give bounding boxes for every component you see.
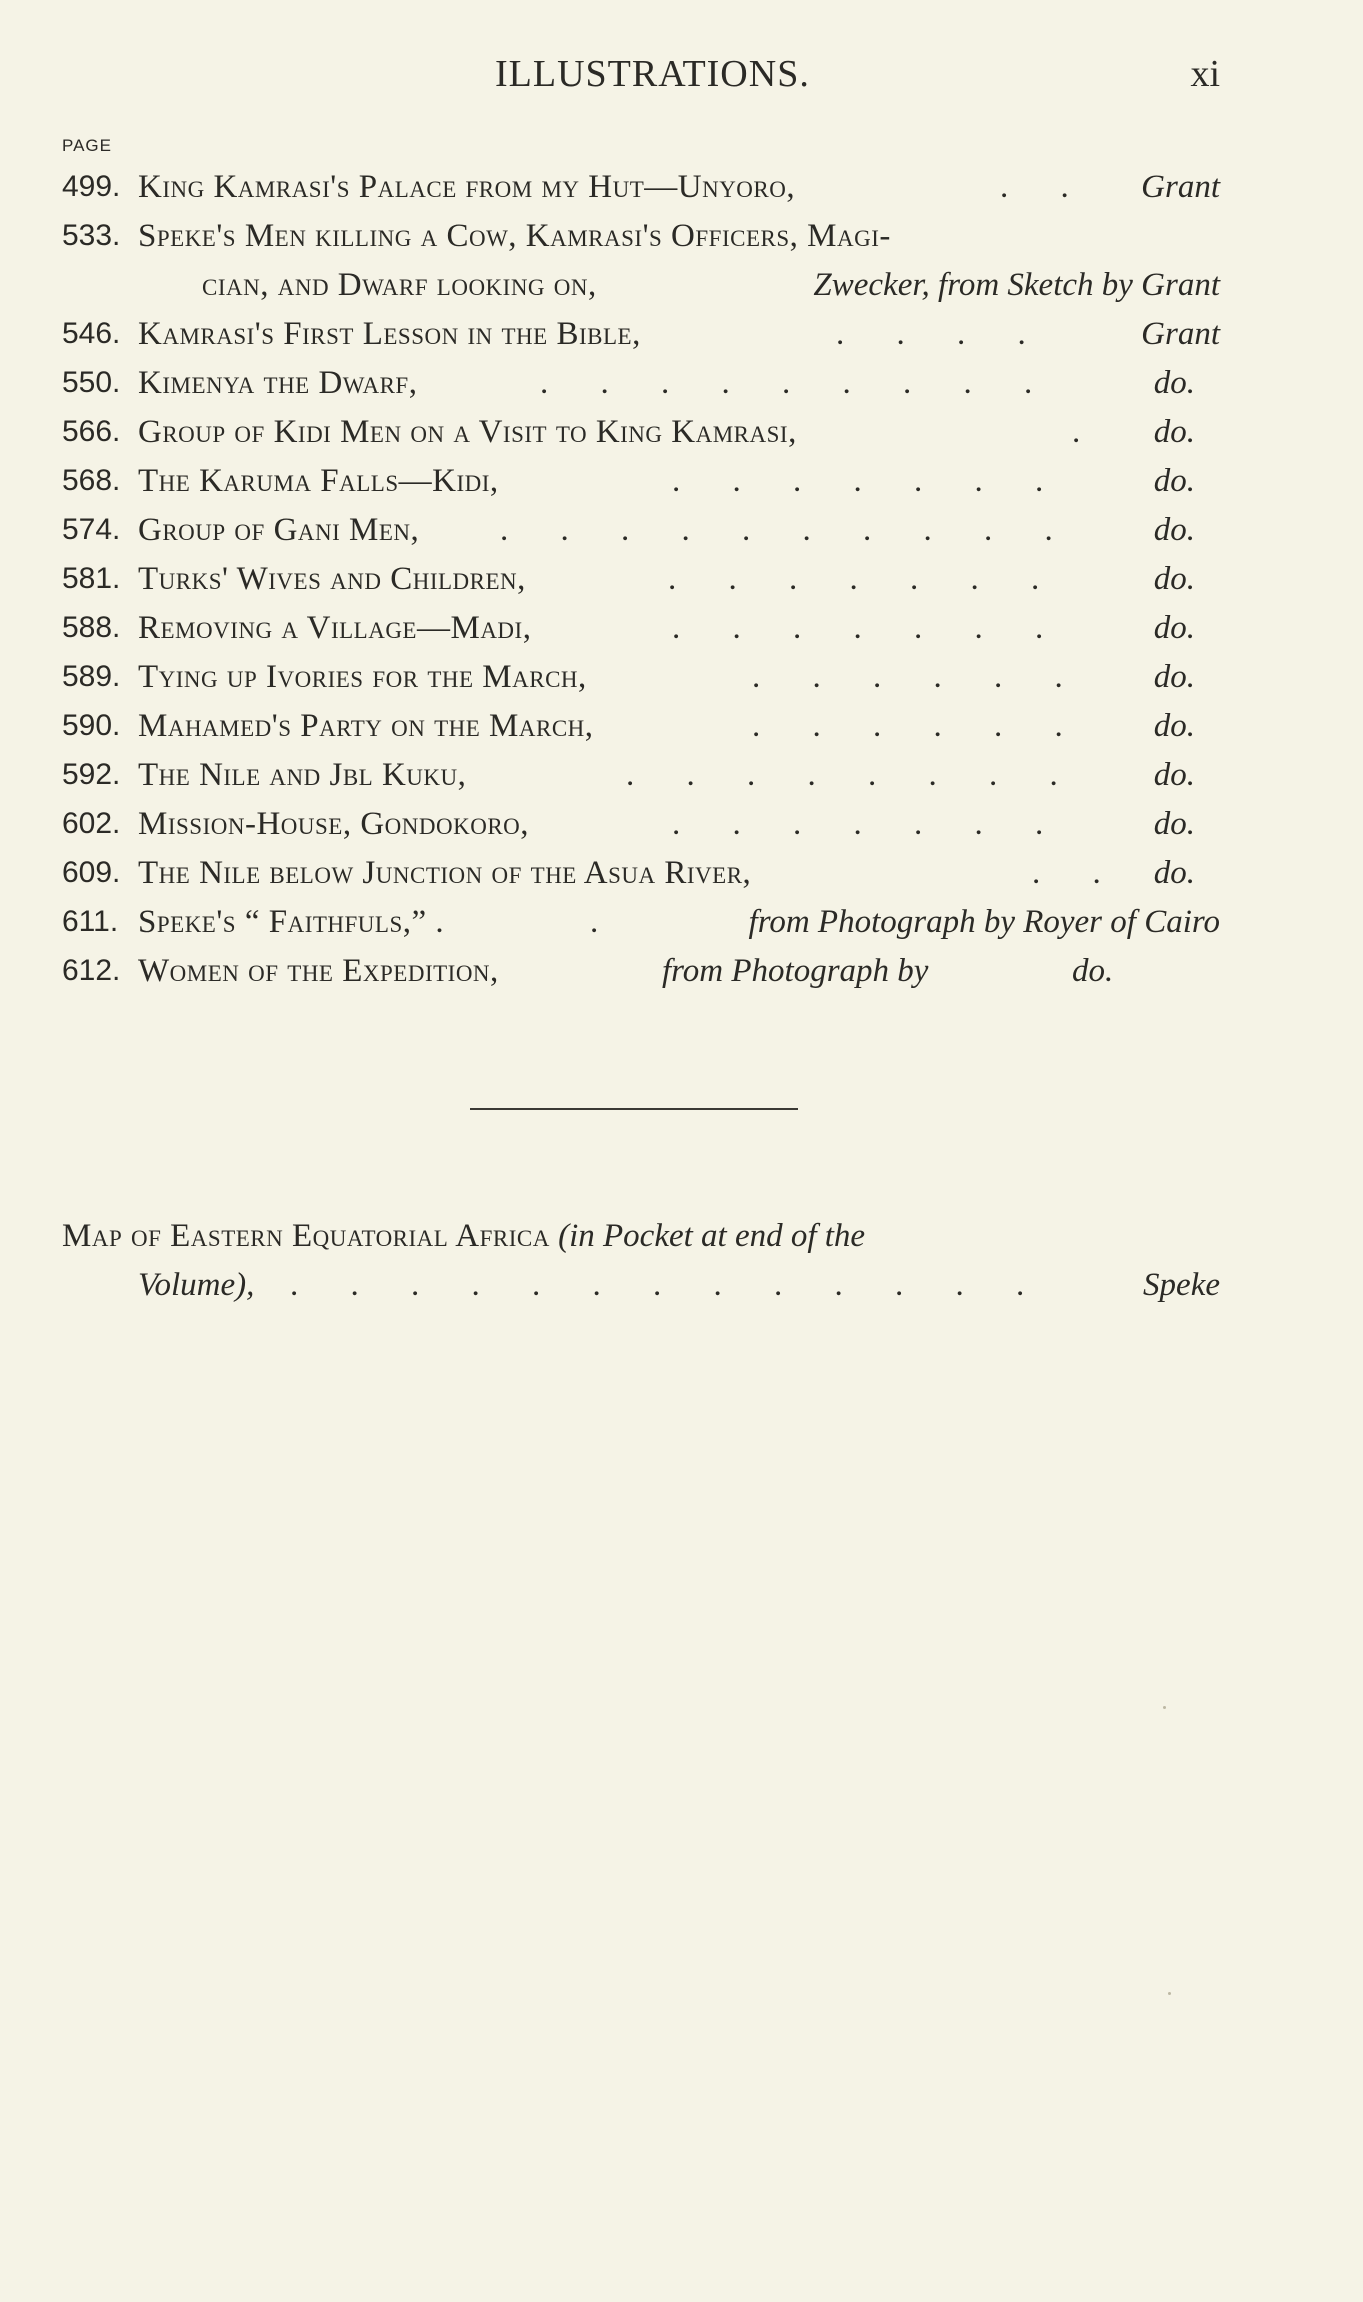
list-item [0, 947, 1363, 995]
leader-dots: . . . . . . . [672, 463, 1066, 499]
illustration-title: Speke's Men killing a Cow, Kamrasi's Officers, Magi- [138, 218, 891, 254]
list-item [0, 359, 1363, 407]
map-entry-line-2 [138, 1261, 1220, 1309]
list-item [0, 555, 1363, 603]
artist-credit: do. [1153, 561, 1195, 597]
artist-credit: do. [1153, 463, 1195, 499]
list-item [0, 163, 1363, 211]
illustration-title: Kimenya the Dwarf, [138, 365, 418, 401]
illustration-title: Removing a Village—Madi, [138, 610, 532, 646]
illustration-title: Group of Gani Men, [138, 512, 420, 548]
illustration-title: Tying up Ivories for the March, [138, 659, 587, 695]
page-ref: 581. [62, 562, 121, 595]
map-note-continued: Volume), [138, 1267, 255, 1303]
list-item-continuation [0, 261, 1363, 309]
list-item [0, 653, 1363, 701]
artist-credit-ditto: do. [1072, 953, 1114, 989]
page-ref: 592. [62, 758, 121, 791]
leader-dots: . . . . . . . [672, 806, 1066, 842]
illustration-title: Turks' Wives and Children, [138, 561, 526, 597]
artist-credit: do. [1153, 806, 1195, 842]
page-ref: 602. [62, 807, 121, 840]
list-item [0, 457, 1363, 505]
artist-credit: do. [1153, 365, 1195, 401]
illustration-title: Mahamed's Party on the March, [138, 708, 594, 744]
page-ref: 612. [62, 954, 121, 987]
list-item [0, 408, 1363, 456]
leader-dots: . . . . . . . [668, 561, 1062, 597]
artist-credit: do. [1153, 414, 1195, 450]
artist-credit: Grant [1141, 169, 1220, 205]
illustration-title: Group of Kidi Men on a Visit to King Kamrasi, [138, 414, 797, 450]
list-item [0, 506, 1363, 554]
page-ref: 589. [62, 660, 121, 693]
map-note: (in Pocket at end of the [558, 1218, 866, 1254]
paper-speck [1163, 1706, 1166, 1709]
artist-credit: do. [1153, 512, 1195, 548]
list-item [0, 604, 1363, 652]
page-ref: 550. [62, 366, 121, 399]
leader-dots: . . . . [836, 316, 1048, 352]
illustration-title: King Kamrasi's Palace from my Hut—Unyoro, [138, 169, 796, 205]
leader-dots: . . . . . . . [672, 610, 1066, 646]
list-item [0, 800, 1363, 848]
leader-dots: . . . . . . [752, 659, 1085, 695]
page-ref: 568. [62, 464, 121, 497]
artist-credit: do. [1153, 708, 1195, 744]
page-ref: 588. [62, 611, 121, 644]
illustration-title: Kamrasi's First Lesson in the Bible, [138, 316, 641, 352]
map-entry-line-1 [62, 1212, 865, 1260]
artist-credit: do. [1153, 610, 1195, 646]
list-item [0, 849, 1363, 897]
artist-credit: Zwecker, from Sketch by Grant [813, 267, 1220, 303]
leader-dots: . [1072, 414, 1103, 450]
leader-dots: . . . . . . . . [626, 757, 1080, 793]
artist-credit: do. [1153, 659, 1195, 695]
list-item [0, 212, 1363, 260]
artist-credit: Grant [1141, 316, 1220, 352]
leader-dots: . . . . . . [752, 708, 1085, 744]
list-item [0, 702, 1363, 750]
illustration-title: Mission-House, Gondokoro, [138, 806, 530, 842]
leader-dots: . [590, 904, 621, 940]
paper-speck [1168, 1992, 1171, 1995]
artist-credit: from Photograph by [662, 953, 929, 989]
page-ref: 611. [62, 905, 119, 938]
leader-dots: . . [1032, 855, 1123, 891]
running-title: ILLUSTRATIONS. [495, 53, 810, 95]
leader-dots: . . . . . . . . . [540, 365, 1055, 401]
illustration-title: The Karuma Falls—Kidi, [138, 463, 499, 499]
illustration-title: Speke's “ Faithfuls,” . [138, 904, 445, 940]
running-header [0, 52, 1363, 98]
illustration-title: The Nile below Junction of the Asua River, [138, 855, 752, 891]
leader-dots: . . [1000, 169, 1091, 205]
artist-credit: from Photograph by Royer of Cairo [748, 904, 1220, 940]
illustration-title: Women of the Expedition, [138, 953, 499, 989]
page-ref: 499. [62, 170, 121, 203]
map-credit: Speke [1143, 1267, 1220, 1303]
artist-credit: do. [1153, 855, 1195, 891]
illustration-title: cian, and Dwarf looking on, [202, 267, 597, 303]
page-ref: 546. [62, 317, 121, 350]
page-ref: 574. [62, 513, 121, 546]
leader-dots: . . . . . . . . . . [500, 512, 1075, 548]
page-column-label: PAGE [62, 136, 112, 155]
list-item [0, 751, 1363, 799]
map-title: Map of Eastern Equatorial Africa [62, 1218, 550, 1254]
artist-credit: do. [1153, 757, 1195, 793]
page-number: xi [1190, 53, 1220, 95]
leader-dots: . . . . . . . . . . . . . [290, 1267, 1047, 1303]
page-ref: 590. [62, 709, 121, 742]
list-item [0, 310, 1363, 358]
page-ref: 533. [62, 219, 121, 252]
section-divider [470, 1108, 798, 1110]
page-ref: 566. [62, 415, 121, 448]
list-item [0, 898, 1363, 946]
illustration-title: The Nile and Jbl Kuku, [138, 757, 467, 793]
page-ref: 609. [62, 856, 121, 889]
